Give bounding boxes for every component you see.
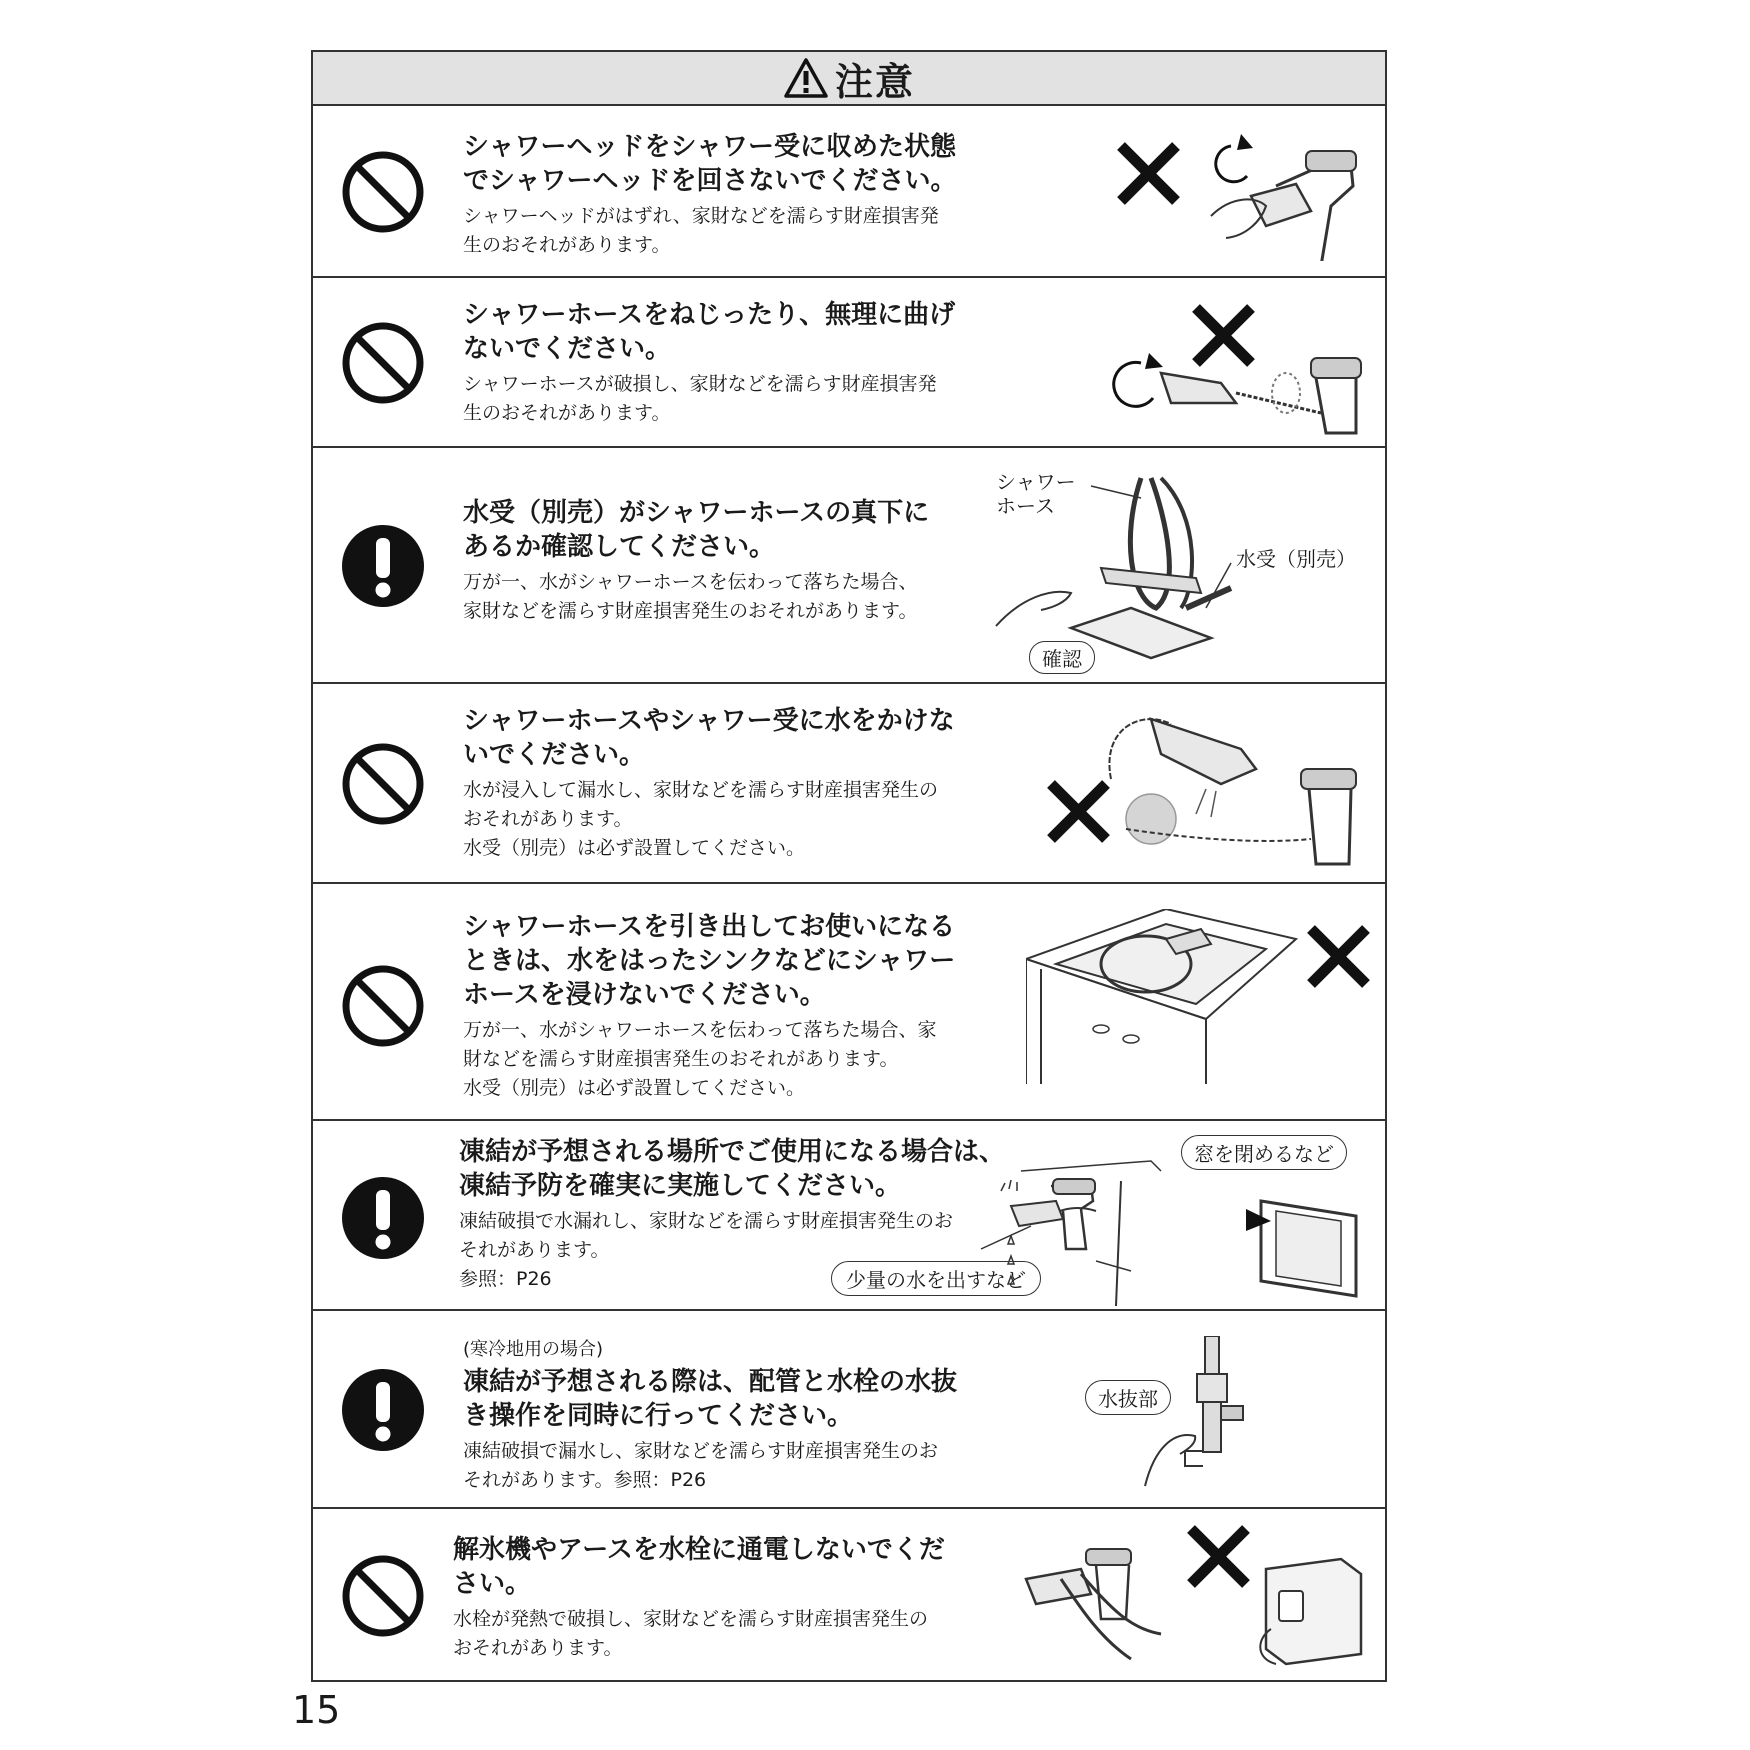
item-title-line: でシャワーヘッドを回さないでください。 xyxy=(463,166,957,196)
item-title-line: ないでください。 xyxy=(463,334,672,364)
caution-item-text xyxy=(463,130,1023,260)
item-title-line: ホースを浸けないでください。 xyxy=(463,980,826,1010)
item-title-line: 水受（別売）がシャワーホースの真下に xyxy=(463,498,930,528)
item-title-line: シャワーヘッドをシャワー受に収めた状態 xyxy=(463,132,956,162)
caution-panel xyxy=(311,50,1387,1682)
item-body-line: 財などを濡らす財産損害発生のおそれがあります。 xyxy=(463,1048,899,1070)
page-number: 15 xyxy=(292,1688,341,1732)
item-title-line: いでください。 xyxy=(463,740,646,770)
item-body-line: 凍結破損で水漏れし、家財などを濡らす財産損害発生のお xyxy=(459,1210,954,1232)
prohibition-icon xyxy=(341,964,425,1048)
hose-splash-illustration xyxy=(1031,699,1371,874)
item-body-line: 生のおそれがあります。 xyxy=(463,234,671,256)
item-title-line: 凍結が予想される場所でご使用になる場合は、 xyxy=(459,1137,1006,1167)
caution-item-8 xyxy=(313,1509,1385,1679)
item-body-line: それがあります。参照：P26 xyxy=(463,1469,707,1491)
item-body-line: 参照：P26 xyxy=(459,1268,552,1290)
item-title-line: 解氷機やアースを水栓に通電しないでくだ xyxy=(453,1535,945,1565)
item-body-line: 生のおそれがあります。 xyxy=(463,402,671,424)
hose-label xyxy=(996,470,1076,518)
item-body-line: それがあります。 xyxy=(459,1239,610,1261)
exclamation-instruction-icon xyxy=(341,1176,425,1260)
cross-mark-icon xyxy=(1311,929,1366,984)
caution-item-6 xyxy=(313,1121,1385,1311)
warning-triangle-icon xyxy=(783,57,829,99)
caution-item-text xyxy=(463,298,1023,428)
item-title-line: シャワーホースを引き出してお使いになる xyxy=(463,912,956,942)
caution-item-3 xyxy=(313,448,1385,684)
item-prefix: (寒冷地用の場合) xyxy=(463,1339,604,1360)
drain-callout: 水抜部 xyxy=(1085,1380,1171,1415)
cross-mark-icon xyxy=(1191,1529,1246,1584)
item-body-line: 家財などを濡らす財産損害発生のおそれがあります。 xyxy=(463,600,918,622)
item-body-line: 万が一、水がシャワーホースを伝わって落ちた場合、家 xyxy=(463,1019,937,1041)
item-body-line: おそれがあります。 xyxy=(453,1637,623,1659)
caution-item-text xyxy=(453,1533,1013,1663)
cross-mark-icon xyxy=(1121,146,1176,201)
freeze-prevention-illustration xyxy=(831,1131,1371,1306)
deicer-illustration xyxy=(1021,1519,1371,1669)
caution-item-text xyxy=(463,496,1023,626)
item-title-line: あるか確認してください。 xyxy=(463,532,776,562)
hose-label-line: シャワー xyxy=(996,470,1076,494)
item-title-line: ときは、水をはったシンクなどにシャワー xyxy=(463,946,956,976)
item-body-line: 万が一、水がシャワーホースを伝わって落ちた場合、 xyxy=(463,571,918,593)
exclamation-instruction-icon xyxy=(341,1368,425,1452)
item-body-line: 水受（別売）は必ず設置してください。 xyxy=(463,1077,806,1099)
caution-item-text xyxy=(463,1337,1023,1495)
caution-item-7 xyxy=(313,1311,1385,1509)
item-body-line: おそれがあります。 xyxy=(463,808,633,830)
cross-mark-icon xyxy=(1051,784,1106,839)
item-title-line: き操作を同時に行ってください。 xyxy=(463,1401,854,1431)
check-label: 確認 xyxy=(1029,641,1095,674)
receiver-label: 水受（別売） xyxy=(1236,547,1356,571)
item-title-line: 凍結が予想される際は、配管と水栓の水抜 xyxy=(463,1367,958,1397)
item-body-line: 水栓が発熱で破損し、家財などを濡らす財産損害発生の xyxy=(453,1608,929,1630)
caution-item-text xyxy=(463,910,1023,1103)
sink-illustration xyxy=(1026,909,1371,1109)
item-body-line: 凍結破損で漏水し、家財などを濡らす財産損害発生のお xyxy=(463,1440,939,1462)
drain-valve-illustration xyxy=(1085,1336,1285,1496)
cross-mark-icon xyxy=(1196,308,1251,363)
caution-item-5 xyxy=(313,884,1385,1121)
item-body-line: シャワーホースが破損し、家財などを濡らす財産損害発 xyxy=(463,373,937,395)
prohibition-icon xyxy=(341,321,425,405)
hose-label-line: ホース xyxy=(996,494,1055,518)
water-receiver-illustration xyxy=(991,458,1371,678)
caution-item-1 xyxy=(313,106,1385,278)
water-callout: 少量の水を出すなど xyxy=(831,1261,1041,1296)
caution-item-text xyxy=(463,704,1023,863)
caution-header xyxy=(313,52,1385,106)
item-title-line: さい。 xyxy=(453,1569,532,1599)
exclamation-instruction-icon xyxy=(341,524,425,608)
faucet-rotate-illustration xyxy=(1081,126,1371,261)
caution-title: 注意 xyxy=(834,59,915,104)
item-title-line: 凍結予防を確実に実施してください。 xyxy=(459,1171,902,1201)
item-body-line: 水が浸入して漏水し、家財などを濡らす財産損害発生の xyxy=(463,779,939,801)
caution-item-4 xyxy=(313,684,1385,884)
prohibition-icon xyxy=(341,150,425,234)
hose-twist-illustration xyxy=(1071,293,1371,438)
item-title-line: シャワーホースやシャワー受に水をかけな xyxy=(463,706,955,736)
caution-item-2 xyxy=(313,278,1385,448)
window-callout: 窓を閉めるなど xyxy=(1181,1135,1347,1170)
item-title-line: シャワーホースをねじったり、無理に曲げ xyxy=(463,300,956,330)
prohibition-icon xyxy=(341,742,425,826)
prohibition-icon xyxy=(341,1554,425,1638)
item-body-line: シャワーヘッドがはずれ、家財などを濡らす財産損害発 xyxy=(463,205,939,227)
item-body-line: 水受（別売）は必ず設置してください。 xyxy=(463,837,806,859)
